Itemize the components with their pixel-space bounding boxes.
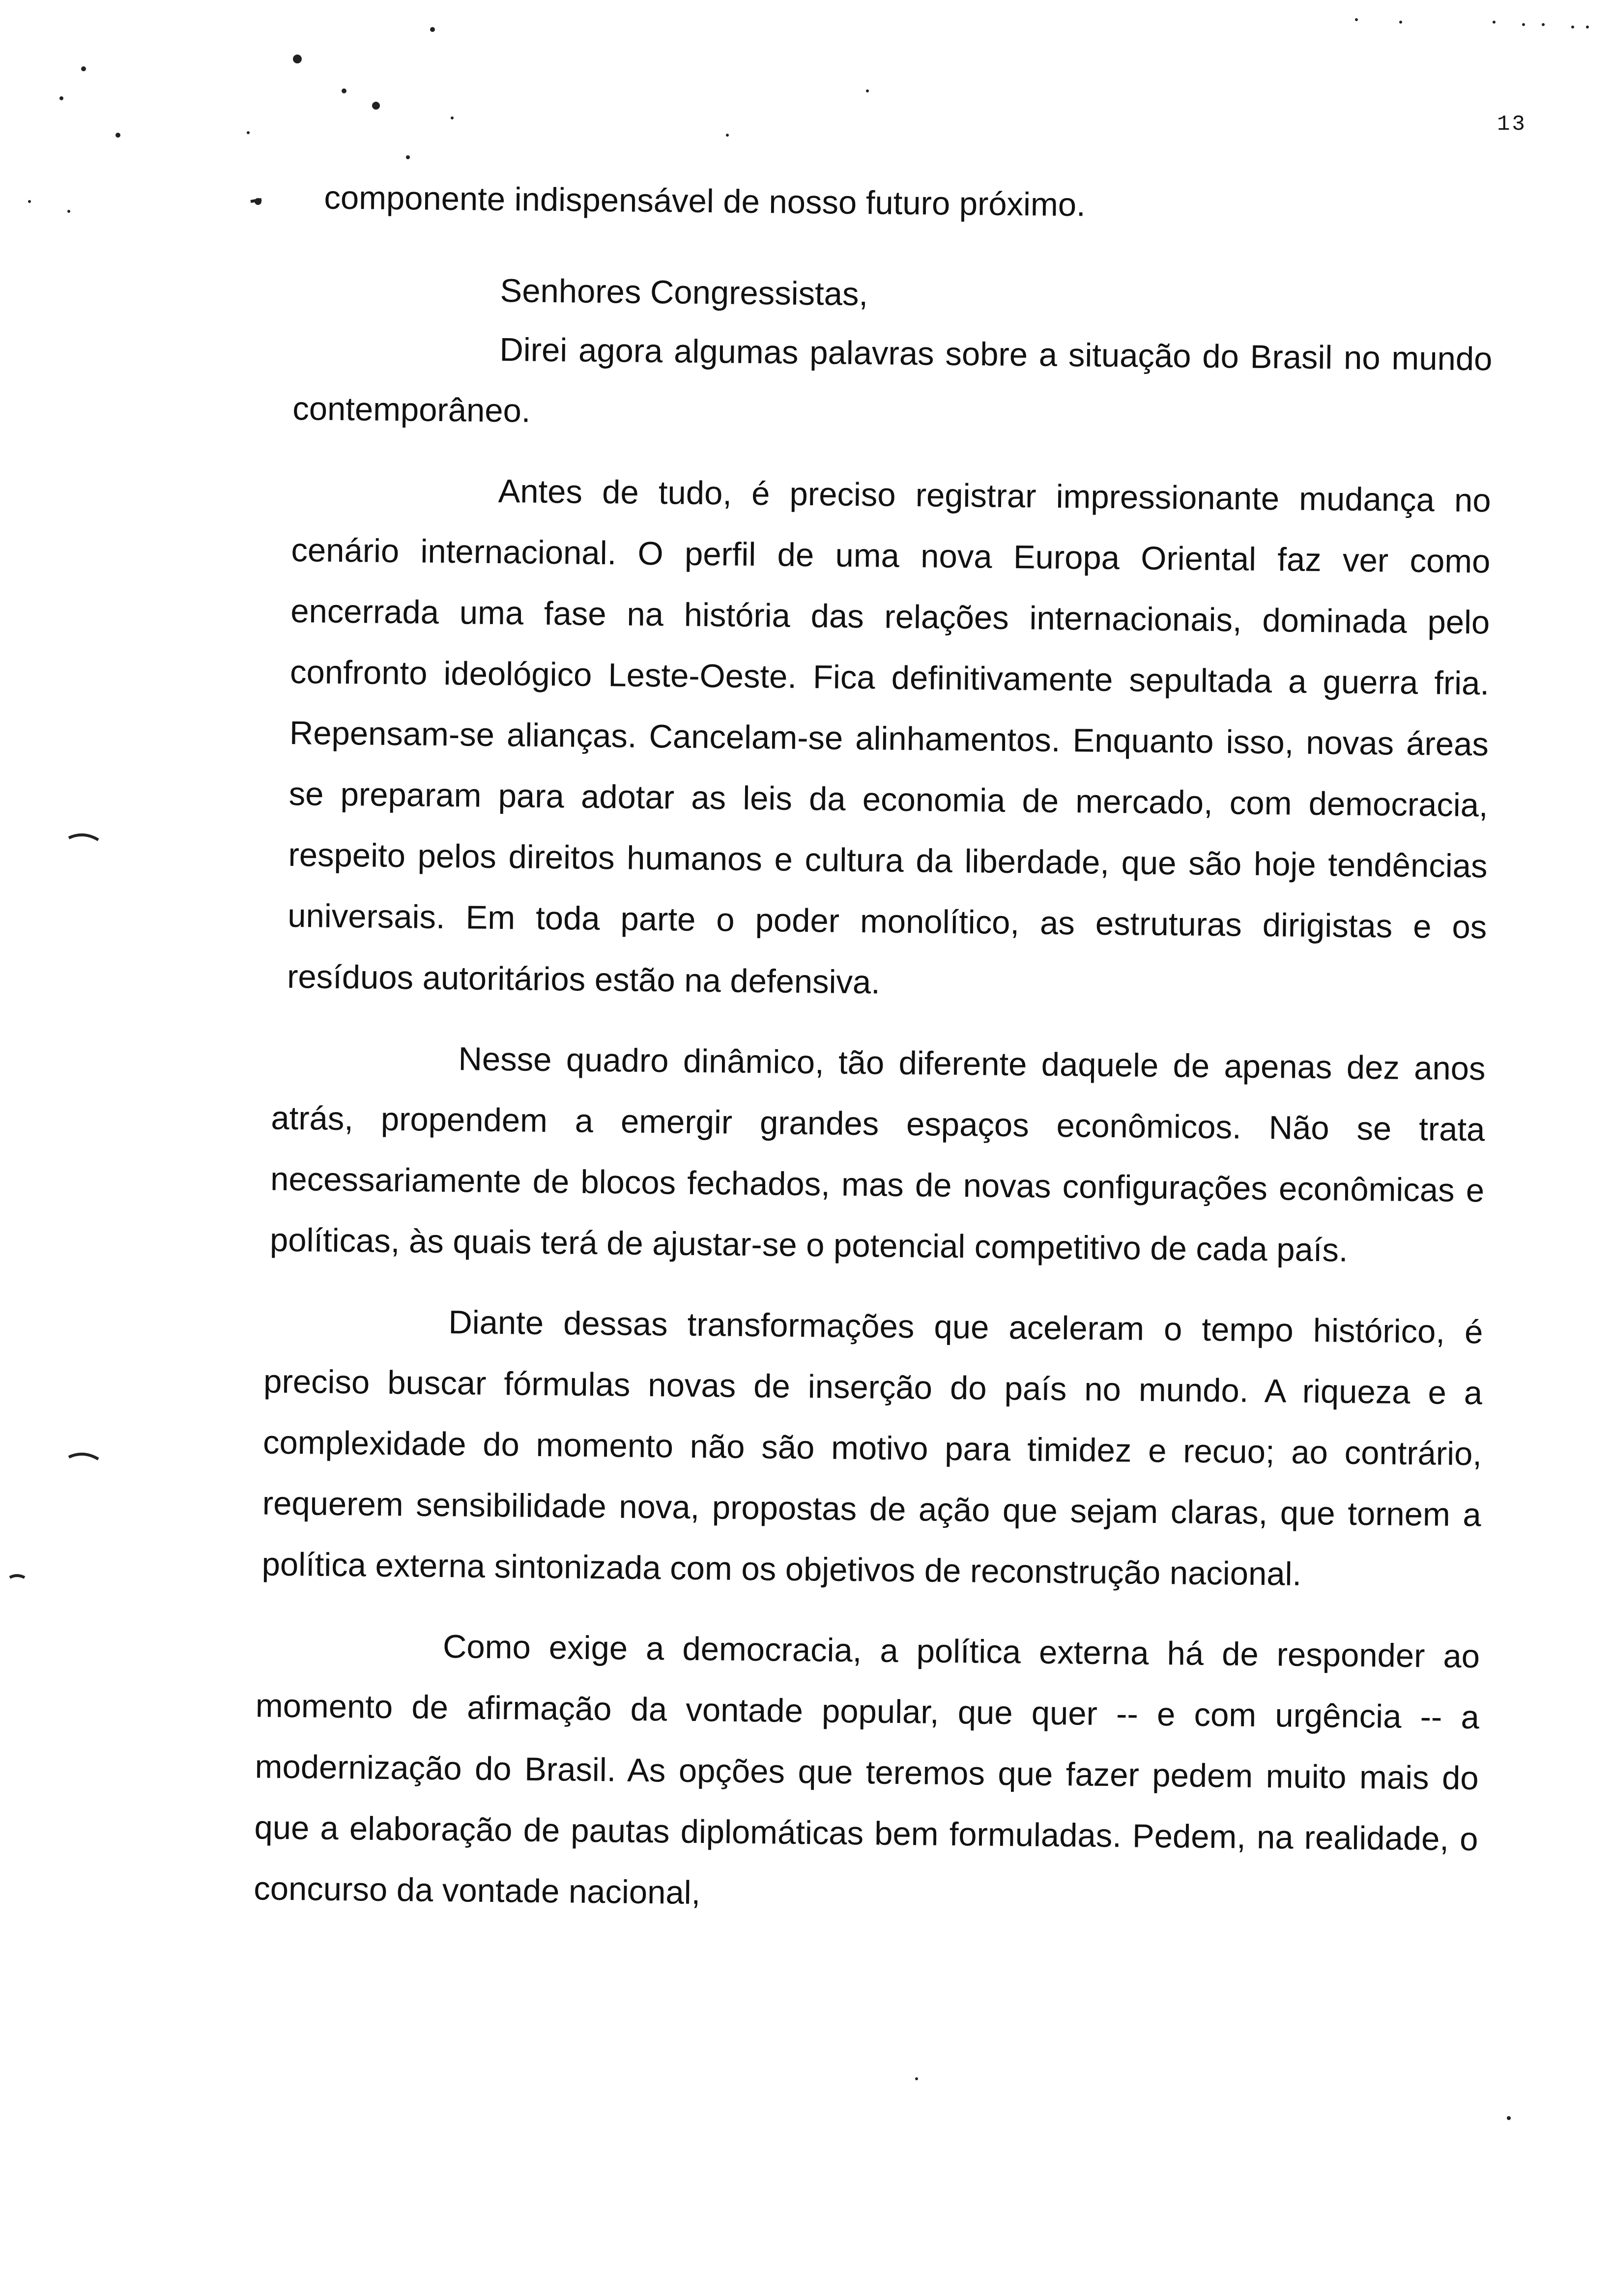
paragraph: Como exige a democracia, a política externa há de responder ao momento de afirmação da vontade popular, que quer -- e com urgência -- a modernização do Brasil. As opções que teremos que fazer pedem muito mais do que a elaboração de pautas diplomáticas bem formuladas. Pedem, na realidade, o concurso da vontade nacional, xyxy=(254,1628,1480,1912)
page-number: 13 xyxy=(1497,112,1527,137)
salutation: Senhores Congressistas, xyxy=(500,272,868,313)
paragraph: Antes de tudo, é preciso registrar impressionante mudança no cenário internacional. O perfil de uma nova Europa Oriental faz ver como encerrada uma fase na história das relações internacionais, dominada pelo confronto ideológico Leste-Oeste. Fica definitivamente sepultada a guerra fria. Repensam-se alianças. Cancelam-se alinhamentos. Enquanto isso, novas áreas se preparam para adotar as leis da economia de mercado, com democracia, respeito pelos direitos humanos e cultura da liberdade, que são hoje tendências universais. Em toda parte o poder monolítico, as estruturas dirigistas e os resíduos autoritários estão na defensiva. xyxy=(287,473,1491,1001)
paragraph-continuation: componente indispensável de nosso futuro próximo. xyxy=(324,179,1086,224)
paragraph: Diante dessas transformações que aceleram o tempo histórico, é preciso buscar fórmulas novas de inserção do país no mundo. A riqueza e a complexidade do momento não são motivo para timidez e recuo; ao contrário, requerem sensibilidade nova, propostas de ação que sejam claras, que tornem a política externa sintonizada com os objetivos de reconstrução nacional. xyxy=(261,1304,1483,1593)
page-body xyxy=(254,167,1494,1931)
paragraph: Nesse quadro dinâmico, tão diferente daquele de apenas dez anos atrás, propendem a emergir grandes espaços econômicos. Não se trata necessariamente de blocos fechados, mas de novas configurações econômicas e políticas, às quais terá de ajustar-se o potencial competitivo de cada país. xyxy=(269,1040,1486,1269)
paragraph: Direi agora algumas palavras sobre a situação do Brasil no mundo contemporâneo. xyxy=(292,331,1493,430)
